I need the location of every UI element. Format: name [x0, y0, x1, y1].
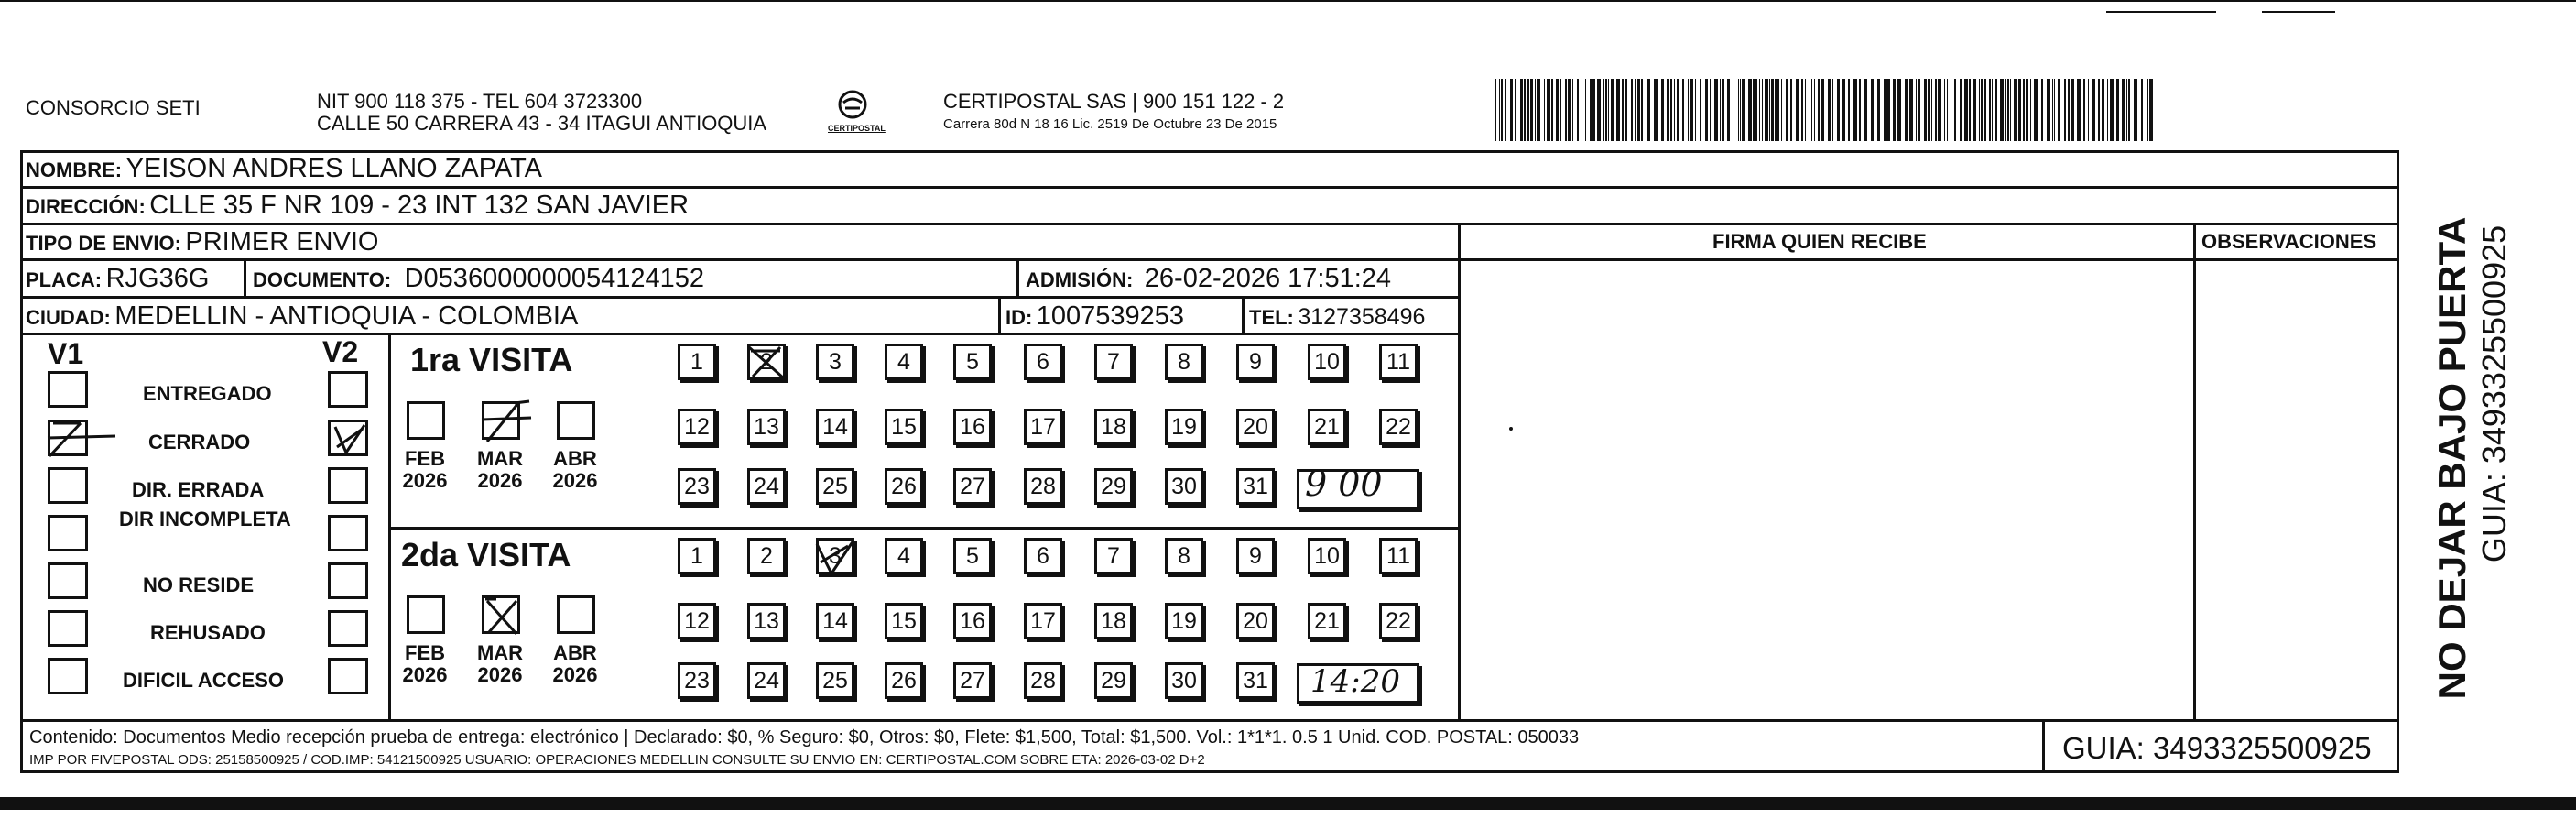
visit1-day-box[interactable]: 13 — [747, 409, 786, 445]
visit1-day-box[interactable]: 5 — [953, 344, 992, 380]
placa-value: RJG36G — [105, 264, 210, 293]
v1-checkbox[interactable] — [48, 610, 88, 647]
certipostal-sub: Carrera 80d N 18 16 Lic. 2519 De Octubre 23 De 2015 — [943, 116, 1277, 132]
direccion-value: CLLE 35 F NR 109 - 23 INT 132 SAN JAVIER — [149, 191, 690, 220]
visit2-day-box[interactable]: 28 — [1024, 662, 1062, 699]
visit1-day-box[interactable]: 8 — [1165, 344, 1203, 380]
v1-label: V1 — [48, 337, 84, 370]
top-right-dash-2 — [2262, 11, 2335, 13]
side-guia: GUIA: 3493325500925 — [2475, 224, 2513, 563]
nombre-label: NOMBRE: — [26, 158, 123, 181]
company-name: CONSORCIO SETI — [26, 96, 201, 119]
nombre-row — [26, 156, 542, 182]
v1-checkmark — [44, 416, 117, 462]
tel-row — [1249, 306, 1425, 329]
visit2-month-checkbox[interactable] — [407, 595, 445, 634]
visit1-day-box[interactable]: 31 — [1236, 468, 1275, 505]
visit2-day-box[interactable]: 12 — [678, 603, 716, 639]
visit2-day-box[interactable]: 15 — [885, 603, 923, 639]
doc-admision-line — [1016, 258, 1019, 297]
visit1-day-box[interactable]: 6 — [1024, 344, 1062, 380]
status-label: NO RESIDE — [143, 573, 255, 596]
status-label: DIR INCOMPLETA — [119, 508, 291, 530]
status-label: REHUSADO — [150, 621, 266, 644]
visit2-day-box[interactable]: 3 — [816, 538, 854, 574]
visit1-day-box[interactable]: 26 — [885, 468, 923, 505]
v2-checkbox[interactable] — [328, 562, 368, 599]
visit1-day-box[interactable]: 14 — [816, 409, 854, 445]
visit1-month-label: ABR 2026 — [552, 447, 598, 493]
visit1-day-box[interactable]: 23 — [678, 468, 716, 505]
ciudad-row — [26, 303, 578, 330]
status-label: DIFICIL ACCESO — [123, 669, 285, 692]
ciudad-id-line — [998, 296, 1001, 333]
top-right-dash — [2106, 11, 2216, 13]
status-label: ENTREGADO — [143, 382, 272, 405]
visit2-month-mark — [480, 594, 526, 638]
visit2-day-box[interactable]: 21 — [1308, 603, 1346, 639]
status-label: DIR. ERRADA — [132, 478, 265, 501]
visit2-day-box[interactable]: 2 — [747, 538, 786, 574]
visit1-day-box[interactable]: 10 — [1308, 344, 1346, 380]
observaciones-header: OBSERVACIONES — [2201, 230, 2377, 253]
visit2-day-box[interactable]: 23 — [678, 662, 716, 699]
visit1-month-label: MAR 2026 — [476, 447, 524, 493]
placa-row — [26, 266, 209, 292]
visit2-day-box[interactable]: 31 — [1236, 662, 1275, 699]
visit2-day-box[interactable]: 13 — [747, 603, 786, 639]
visit2-day-box[interactable]: 18 — [1094, 603, 1133, 639]
visit1-day-mark — [744, 342, 789, 384]
address-line: CALLE 50 CARRERA 43 - 34 ITAGUI ANTIOQUIA — [317, 112, 767, 135]
row-line-2 — [20, 223, 2399, 225]
footer-imp-line: IMP POR FIVEPOSTAL ODS: 25158500925 / COD.IMP: 54121500925 USUARIO: OPERACIONES MEDELLIN CONSULTE SU ENVIO EN: CERTIPOSTAL.COM SOBRE ETA: 2026-03-02 D+2 — [29, 752, 1205, 768]
id-label: ID: — [1005, 306, 1033, 329]
documento-label: DOCUMENTO: — [253, 268, 392, 291]
top-border-line — [0, 0, 2576, 2]
visit2-day-box[interactable]: 5 — [953, 538, 992, 574]
v2-label: V2 — [322, 335, 359, 368]
row-line-1 — [20, 186, 2399, 189]
v2-checkbox[interactable] — [328, 610, 368, 647]
v1-checkbox[interactable] — [48, 562, 88, 599]
tipo-label: TIPO DE ENVIO: — [26, 232, 181, 255]
v1-checkbox[interactable] — [48, 371, 88, 408]
visit2-day-box[interactable]: 29 — [1094, 662, 1133, 699]
bottom-border-bar — [0, 797, 2576, 810]
visit2-day-box[interactable]: 4 — [885, 538, 923, 574]
visit2-day-box[interactable]: 19 — [1165, 603, 1203, 639]
visit2-day-box[interactable]: 14 — [816, 603, 854, 639]
visit2-day-mark — [811, 537, 857, 581]
ciudad-value: MEDELLIN - ANTIOQUIA - COLOMBIA — [114, 301, 579, 331]
ciudad-label: CIUDAD: — [26, 306, 111, 329]
visit2-day-box[interactable]: 25 — [816, 662, 854, 699]
visit2-day-box[interactable]: 16 — [953, 603, 992, 639]
visit2-day-box[interactable]: 1 — [678, 538, 716, 574]
row-line-3 — [20, 258, 2399, 261]
placa-label: PLACA: — [26, 268, 103, 291]
footer-contenido: Contenido: Documentos Medio recepción prueba de entrega: electrónico | Declarado: $0, % Seguro: $0, Otros: $0, Flete: $1,500, Total: $1,500. Vol.: 1*1*1. 0.5 1 Unid. COD. POSTAL: 050033 — [29, 727, 1580, 748]
v1-checkbox[interactable] — [48, 658, 88, 694]
visit1-day-box[interactable]: 16 — [953, 409, 992, 445]
visit1-day-box[interactable]: 22 — [1379, 409, 1418, 445]
id-value: 1007539253 — [1036, 301, 1185, 331]
visit2-day-box[interactable]: 10 — [1308, 538, 1346, 574]
visit1-day-box[interactable]: 7 — [1094, 344, 1133, 380]
tipo-row — [26, 229, 378, 256]
visit1-month-mark — [478, 398, 533, 445]
direccion-row — [26, 192, 689, 219]
visit2-title: 2da VISITA — [401, 536, 571, 573]
visit1-month-checkbox[interactable] — [407, 401, 445, 440]
visit2-time: 14:20 — [1310, 663, 1400, 700]
visit2-day-box[interactable]: 30 — [1165, 662, 1203, 699]
documento-row — [253, 266, 704, 292]
status-label: CERRADO — [148, 431, 251, 453]
nombre-value: YEISON ANDRES LLANO ZAPATA — [125, 154, 543, 183]
visit2-day-box[interactable]: 8 — [1165, 538, 1203, 574]
documento-value: D0536000000054124152 — [404, 264, 704, 293]
visit1-day-box[interactable]: 30 — [1165, 468, 1203, 505]
visit2-day-box[interactable]: 24 — [747, 662, 786, 699]
visit1-month-label: FEB 2026 — [402, 447, 448, 493]
tel-value: 3127358496 — [1298, 304, 1426, 330]
visit1-day-box[interactable]: 9 — [1236, 344, 1275, 380]
visit1-day-box[interactable]: 27 — [953, 468, 992, 505]
admision-row — [1026, 266, 1391, 292]
visit1-day-box[interactable]: 24 — [747, 468, 786, 505]
visit1-day-box[interactable]: 18 — [1094, 409, 1133, 445]
visit2-month-checkbox[interactable] — [557, 595, 595, 634]
v1-checkbox[interactable] — [48, 515, 88, 551]
visit1-day-box[interactable]: 1 — [678, 344, 716, 380]
footer-guia-line — [2042, 719, 2045, 773]
v2-checkbox[interactable] — [328, 515, 368, 551]
visit1-day-box[interactable]: 21 — [1308, 409, 1346, 445]
visit2-month-label: ABR 2026 — [552, 641, 598, 687]
visit2-day-box[interactable]: 26 — [885, 662, 923, 699]
visit2-day-box[interactable]: 11 — [1379, 538, 1418, 574]
visit1-day-box[interactable]: 17 — [1024, 409, 1062, 445]
visit1-day-box[interactable]: 2 — [747, 344, 786, 380]
visit1-title: 1ra VISITA — [410, 341, 573, 378]
v1-checkbox[interactable] — [48, 467, 88, 504]
signature-dot — [1509, 427, 1513, 431]
visit1-day-box[interactable]: 3 — [816, 344, 854, 380]
visit2-day-box[interactable]: 22 — [1379, 603, 1418, 639]
certipostal-line: CERTIPOSTAL SAS | 900 151 122 - 2 — [943, 90, 1285, 113]
footer-guia: GUIA: 3493325500925 — [2062, 731, 2372, 765]
status-visit-line — [388, 333, 391, 720]
visit1-day-box[interactable]: 20 — [1236, 409, 1275, 445]
id-tel-line — [1242, 296, 1245, 333]
visit1-day-box[interactable]: 29 — [1094, 468, 1133, 505]
visit2-day-box[interactable]: 6 — [1024, 538, 1062, 574]
visit2-day-box[interactable]: 17 — [1024, 603, 1062, 639]
v2-checkmark — [328, 420, 374, 465]
certipostal-logo — [821, 88, 885, 139]
visit2-time-box — [1297, 663, 1419, 704]
visit1-time: 9 00 — [1305, 464, 1383, 504]
visit-split-line — [389, 527, 1460, 530]
logo-text: CERTIPOSTAL — [828, 124, 886, 133]
id-row — [1005, 303, 1184, 330]
visit2-month-label: FEB 2026 — [402, 641, 448, 687]
visit1-day-box[interactable]: 15 — [885, 409, 923, 445]
firma-left-line — [1458, 223, 1461, 720]
v2-checkbox[interactable] — [328, 371, 368, 408]
visit1-time-box — [1297, 464, 1419, 509]
visit1-day-box[interactable]: 25 — [816, 468, 854, 505]
admision-label: ADMISIÓN: — [1026, 268, 1134, 291]
visit1-day-box[interactable]: 19 — [1165, 409, 1203, 445]
visit1-day-box[interactable]: 28 — [1024, 468, 1062, 505]
placa-doc-line — [244, 258, 246, 297]
visit2-day-box[interactable]: 27 — [953, 662, 992, 699]
visit2-month-label: MAR 2026 — [476, 641, 524, 687]
tel-label: TEL: — [1249, 306, 1294, 329]
v2-checkbox[interactable] — [328, 658, 368, 694]
visit1-day-box[interactable]: 11 — [1379, 344, 1418, 380]
visit1-month-checkbox[interactable] — [557, 401, 595, 440]
tipo-value: PRIMER ENVIO — [185, 227, 379, 257]
barcode-icon — [1495, 79, 2154, 141]
visit1-day-box[interactable]: 12 — [678, 409, 716, 445]
nit-line: NIT 900 118 375 - TEL 604 3723300 — [317, 90, 643, 113]
admision-value: 26-02-2026 17:51:24 — [1144, 264, 1392, 293]
barcode — [1495, 79, 2154, 141]
side-warning: NO DEJAR BAJO PUERTA — [2430, 216, 2473, 700]
visit2-day-box[interactable]: 9 — [1236, 538, 1275, 574]
visit1-day-box[interactable]: 4 — [885, 344, 923, 380]
obs-left-line — [2193, 223, 2196, 720]
firma-header: FIRMA QUIEN RECIBE — [1712, 230, 1927, 253]
visit2-day-box[interactable]: 7 — [1094, 538, 1133, 574]
visit2-day-box[interactable]: 20 — [1236, 603, 1275, 639]
direccion-label: DIRECCIÓN: — [26, 195, 146, 218]
v2-checkbox[interactable] — [328, 467, 368, 504]
